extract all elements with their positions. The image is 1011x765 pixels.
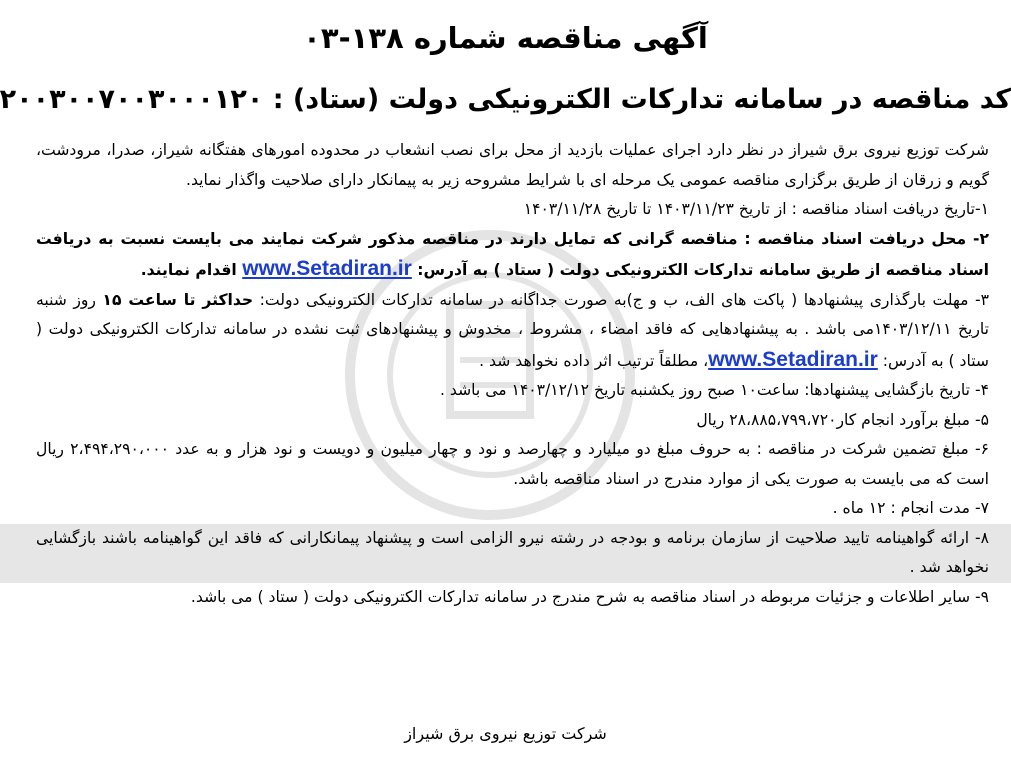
tender-code-heading: کد مناقصه در سامانه تدارکات الکترونیکی دولت (ستاد) : ۲۰۰۳۰۰۷۰۰۳۰۰۰۱۲۰ <box>0 84 1011 115</box>
intro-paragraph: شرکت توزیع نیروی برق شیراز در نظر دارد اجرای عملیات بازدید از محل برای نصب انشعاب در محدوده امورهای هفتگانه شیراز، صدرا، مرودشت، گویم و زرقان از طریق برگزاری مناقصه عمومی یک مرحله ای با شرایط مشروحه زیر به پیمانکار دارای صلاحیت واگذار نماید. <box>36 141 989 189</box>
item-3-text-a: ۳- مهلت بارگذاری پیشنهادها ( پاکت های الف، ب و ج)به صورت جداگانه در سامانه تدارکات الکترونیکی دولت: <box>259 290 990 309</box>
item-4-opening-date: ۴- تاریخ بازگشایی پیشنهادها: ساعت۱۰ صبح روز یکشنبه تاریخ ۱۴۰۳/۱۲/۱۲ می باشد . <box>440 381 989 399</box>
notice-body <box>36 136 989 612</box>
item-9-other-info: ۹- سایر اطلاعات و جزئیات مربوطه در اسناد مناقصه به شرح مندرج در سامانه تدارکات الکترونیکی دولت ( ستاد ) می باشد. <box>190 587 989 606</box>
setadiran-link-1[interactable]: www.Setadiran.ir <box>242 257 412 280</box>
setadiran-link-2[interactable]: www.Setadiran.ir <box>708 347 878 371</box>
item-5-estimate: ۵- مبلغ برآورد انجام کار۲۸،۸۸۵،۷۹۹،۷۲۰ ریال <box>696 410 989 429</box>
item-3-deadline-bold: حداکثر تا ساعت ۱۵ <box>102 290 254 309</box>
item-6-guarantee: ۶- مبلغ تضمین شرکت در مناقصه : به حروف مبلغ دو میلیارد و چهارصد و نود و چهار میلیون و دویست و نود هزار و به عدد ۲،۴۹۴،۲۹۰،۰۰۰ ریال است که می بایست به صورت یکی از موارد مندرج در اسناد مناقصه باشد. <box>36 440 989 488</box>
item-3-submission-deadline <box>36 286 989 377</box>
item-3-text-c: روز شنبه تاریخ ۱۴۰۳/۱۲/۱۱می باشد . به پیشنهادهایی که فاقد امضاء ، مشروط ، مخدوش و پیشنهادهای ثبت نشده در سامانه تدارکات الکترونیکی دولت ( ستاد ) به آدرس: <box>36 290 989 370</box>
item-7-duration: ۷- مدت انجام : ۱۲ ماه . <box>832 499 989 517</box>
item-1-doc-dates: ۱-تاریخ دریافت اسناد مناقصه : از تاریخ ۱۴۰۳/۱۱/۲۳ تا تاریخ ۱۴۰۳/۱۱/۲۸ <box>523 200 989 218</box>
notice-title: آگهی مناقصه شماره ۱۳۸-۰۳ <box>303 21 708 55</box>
item-2-tail: اقدام نمایند. <box>140 261 237 279</box>
item-3-tail: ، مطلقاً ترتیب اثر داده نخواهد شد . <box>479 351 709 370</box>
item-8-certificate: ۸- ارائه گواهینامه تایید صلاحیت از سازمان برنامه و بودجه در رشته نیرو الزامی است و پیشنهاد پیمانکارانی که فاقد این گواهینامه باشند بازگشایی نخواهد شد . <box>0 524 1011 583</box>
item-2-doc-location <box>36 225 989 286</box>
company-signature: شرکت توزیع نیروی برق شیراز <box>404 724 607 743</box>
item-2-text: ۲- محل دریافت اسناد مناقصه : مناقصه گرانی که تمایل دارند در مناقصه مذکور شرکت نمایند می بایست نسبت به دریافت اسناد مناقصه از طریق سامانه تدارکات الکترونیکی دولت ( ستاد ) به آدرس: <box>36 229 989 279</box>
